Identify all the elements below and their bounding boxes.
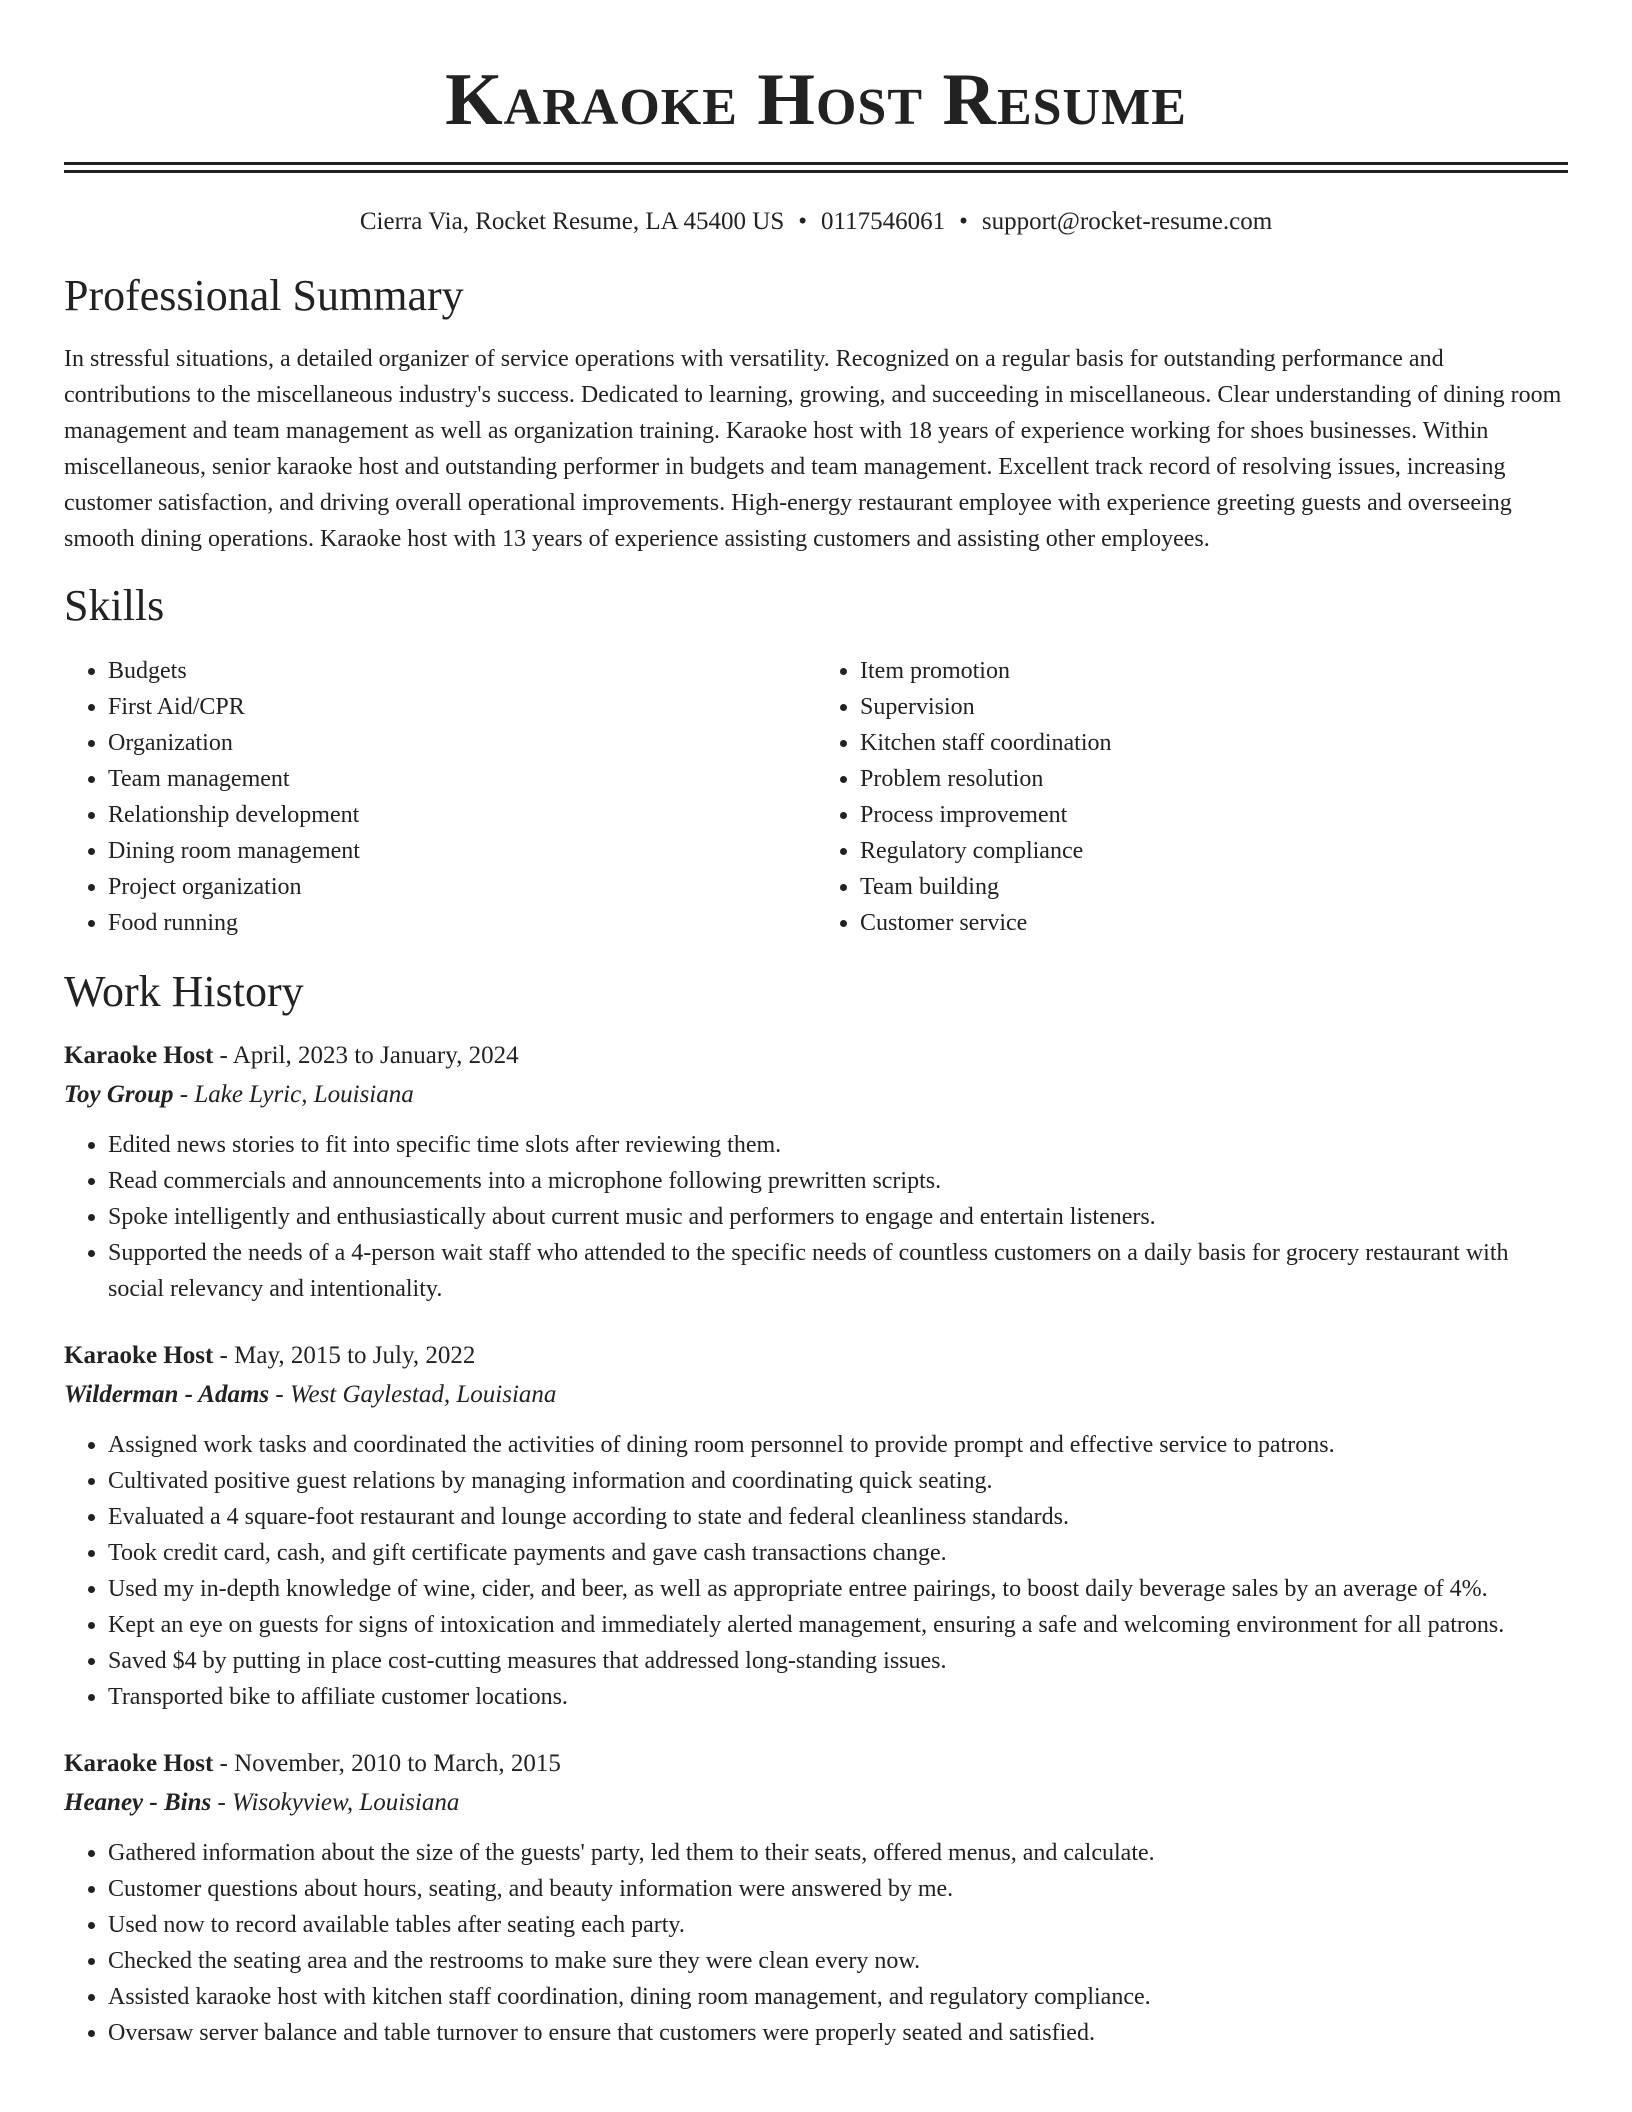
contact-separator: • — [959, 208, 968, 235]
skill-item: • Item promotion — [860, 653, 1568, 689]
job-bullet: • Customer questions about hours, seating, and beauty information were answered by me. — [108, 1871, 1568, 1907]
job-bullet: • Read commercials and announcements into a microphone following prewritten scripts. — [108, 1163, 1568, 1199]
job-bullet: • Used now to record available tables after seating each party. — [108, 1907, 1568, 1943]
contact-email: support@rocket-resume.com — [981, 208, 1273, 235]
job-bullet: • Used my in-depth knowledge of wine, cider, and beer, as well as appropriate entree pairings, to boost daily beverage sales by an average of 4%. — [108, 1571, 1568, 1607]
job-bullet: • Transported bike to affiliate customer locations. — [108, 1679, 1568, 1715]
job-bullets — [64, 1427, 1568, 1715]
job-company: Heaney - Bins — [64, 1789, 212, 1816]
summary-text: In stressful situations, a detailed organizer of service operations with versatility. Recognized on a regular basis for outstanding performance and contributions to the miscellaneous industry's success. Dedicated to learning, growing, and succeeding in miscellaneous. Clear understanding of dining room management and team management as well as organization training. Karaoke host with 18 years of experience working for shoes businesses. Within miscellaneous, senior karaoke host and outstanding performer in budgets and team management. Excellent track record of resolving issues, increasing customer satisfaction, and driving overall operational improvements. High-energy restaurant employee with experience greeting guests and overseeing smooth dining operations. Karaoke host with 13 years of experience assisting customers and assisting other employees. — [64, 346, 1562, 552]
job-entry — [64, 1745, 1568, 2051]
skill-item: • Food running — [108, 905, 816, 941]
job-bullet: • Cultivated positive guest relations by managing information and coordinating quick seating. — [108, 1463, 1568, 1499]
resume-title: Karaoke Host Resume — [445, 59, 1187, 141]
skill-item: • Process improvement — [860, 797, 1568, 833]
job-entry — [64, 1037, 1568, 1307]
job-title: Karaoke Host — [64, 1042, 214, 1069]
skill-item: • Team building — [860, 869, 1568, 905]
job-bullet: • Saved $4 by putting in place cost-cutting measures that addressed long-standing issues. — [108, 1643, 1568, 1679]
job-title-line — [64, 1745, 1568, 1783]
contact-address: Cierra Via, Rocket Resume, LA 45400 US — [359, 208, 785, 235]
title-double-rule — [64, 162, 1568, 173]
job-entry — [64, 1337, 1568, 1715]
contact-separator: • — [798, 208, 807, 235]
job-bullets — [64, 1835, 1568, 2051]
skills-column-right — [816, 653, 1568, 941]
skill-item: • Organization — [108, 725, 816, 761]
contact-phone: 0117546061 — [821, 208, 946, 235]
section-heading-summary: Professional Summary — [64, 271, 464, 320]
job-title-line — [64, 1337, 1568, 1375]
skill-item: • Problem resolution — [860, 761, 1568, 797]
job-company: Toy Group — [64, 1081, 174, 1108]
skills-column-left — [64, 653, 816, 941]
job-bullets — [64, 1127, 1568, 1307]
job-location: - Wisokyview, Louisiana — [211, 1789, 460, 1816]
job-bullet: • Kept an eye on guests for signs of intoxication and immediately alerted management, ensuring a safe and welcoming environment for all patrons. — [108, 1607, 1568, 1643]
work-history-list — [64, 1037, 1568, 2051]
job-company-line — [64, 1375, 1568, 1415]
skills-list — [64, 653, 1568, 941]
job-bullet: • Assigned work tasks and coordinated the activities of dining room personnel to provide prompt and effective service to patrons. — [108, 1427, 1568, 1463]
job-location: - Lake Lyric, Louisiana — [173, 1081, 414, 1108]
job-bullet: • Supported the needs of a 4-person wait staff who attended to the specific needs of countless customers on a daily basis for grocery restaurant with social relevancy and intentionality. — [108, 1235, 1568, 1307]
job-bullet: • Took credit card, cash, and gift certificate payments and gave cash transactions change. — [108, 1535, 1568, 1571]
contact-line — [64, 207, 1568, 237]
skill-item: • First Aid/CPR — [108, 689, 816, 725]
skill-item: • Kitchen staff coordination — [860, 725, 1568, 761]
section-heading-work-history: Work History — [64, 967, 304, 1016]
job-company-line — [64, 1075, 1568, 1115]
section-heading-skills: Skills — [64, 581, 165, 630]
job-title: Karaoke Host — [64, 1342, 214, 1369]
job-bullet: • Gathered information about the size of the guests' party, led them to their seats, offered menus, and calculate. — [108, 1835, 1568, 1871]
job-bullet: • Spoke intelligently and enthusiastically about current music and performers to engage and entertain listeners. — [108, 1199, 1568, 1235]
skill-item: • Dining room management — [108, 833, 816, 869]
skill-item: • Customer service — [860, 905, 1568, 941]
skill-item: • Supervision — [860, 689, 1568, 725]
job-bullet: • Checked the seating area and the restrooms to make sure they were clean every now. — [108, 1943, 1568, 1979]
job-company: Wilderman - Adams — [64, 1381, 270, 1408]
job-bullet: • Assisted karaoke host with kitchen staff coordination, dining room management, and regulatory compliance. — [108, 1979, 1568, 2015]
job-dates: - May, 2015 to July, 2022 — [213, 1342, 476, 1369]
job-bullet: • Oversaw server balance and table turnover to ensure that customers were properly seated and satisfied. — [108, 2015, 1568, 2051]
skill-item: • Relationship development — [108, 797, 816, 833]
job-dates: - April, 2023 to January, 2024 — [213, 1042, 519, 1069]
job-title-line — [64, 1037, 1568, 1075]
job-company-line — [64, 1783, 1568, 1823]
skill-item: • Regulatory compliance — [860, 833, 1568, 869]
skill-item: • Team management — [108, 761, 816, 797]
job-bullet: • Evaluated a 4 square-foot restaurant and lounge according to state and federal cleanliness standards. — [108, 1499, 1568, 1535]
skill-item: • Budgets — [108, 653, 816, 689]
job-bullet: • Edited news stories to fit into specific time slots after reviewing them. — [108, 1127, 1568, 1163]
job-location: - West Gaylestad, Louisiana — [269, 1381, 557, 1408]
job-dates: - November, 2010 to March, 2015 — [213, 1750, 561, 1777]
skill-item: • Project organization — [108, 869, 816, 905]
job-title: Karaoke Host — [64, 1750, 214, 1777]
